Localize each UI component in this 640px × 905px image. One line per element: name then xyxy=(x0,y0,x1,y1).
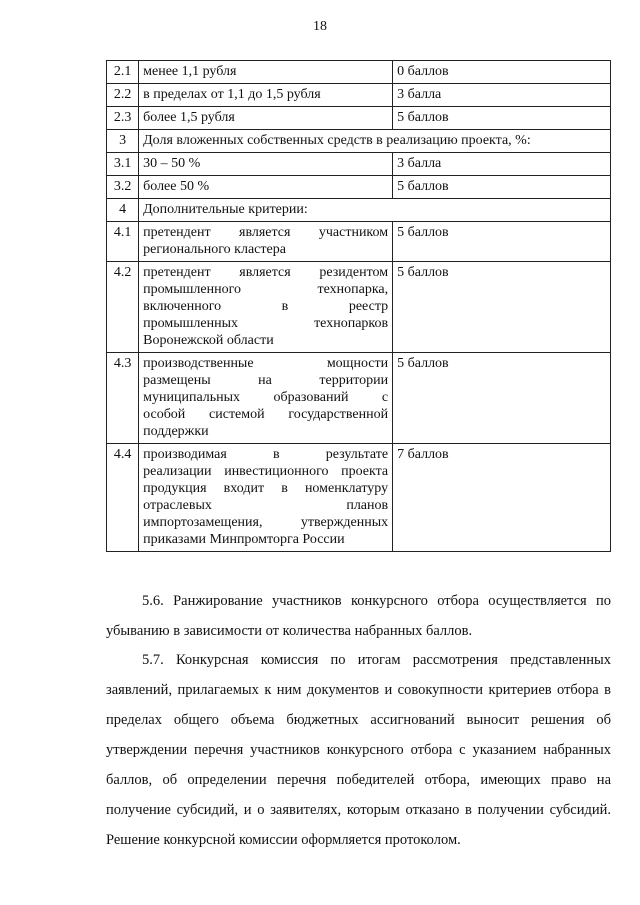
row-number: 4.3 xyxy=(107,353,139,444)
criterion-description-line: включенного в реестр xyxy=(143,299,389,314)
criterion-score: 7 баллов xyxy=(393,444,611,552)
criterion-description xyxy=(139,153,393,176)
criterion-score: 5 баллов xyxy=(393,176,611,199)
criterion-description-line: особой системой государственной xyxy=(143,407,389,422)
table-row xyxy=(107,130,611,153)
criterion-description xyxy=(139,176,393,199)
row-number: 4.1 xyxy=(107,222,139,262)
table-row xyxy=(107,353,611,444)
criterion-description-line: производственные мощности xyxy=(143,356,389,371)
row-number: 3.1 xyxy=(107,153,139,176)
criterion-description-line: менее 1,1 рубля xyxy=(143,64,237,79)
criterion-score: 0 баллов xyxy=(393,61,611,84)
table-row xyxy=(107,84,611,107)
table-row xyxy=(107,176,611,199)
criterion-description xyxy=(139,444,393,552)
table-row xyxy=(107,153,611,176)
criterion-description-line: реализации инвестиционного проекта xyxy=(143,464,389,479)
row-number: 3.2 xyxy=(107,176,139,199)
criterion-description xyxy=(139,84,393,107)
criterion-description-line: 30 – 50 % xyxy=(143,156,201,171)
criterion-description-line: Воронежской области xyxy=(143,333,274,348)
criterion-score: 5 баллов xyxy=(393,353,611,444)
criterion-description xyxy=(139,353,393,444)
criterion-description-line: промышленного технопарка, xyxy=(143,282,389,297)
criterion-description-line: более 50 % xyxy=(143,179,210,194)
row-number: 4.2 xyxy=(107,262,139,353)
criteria-table xyxy=(106,60,611,552)
criterion-description xyxy=(139,107,393,130)
section-heading: Дополнительные критерии: xyxy=(139,199,611,222)
criterion-description-line: поддержки xyxy=(143,424,209,439)
criterion-description-line: отраслевых планов xyxy=(143,498,389,513)
table-row xyxy=(107,444,611,552)
criterion-description-line: претендент является резидентом xyxy=(143,265,389,280)
row-number: 2.2 xyxy=(107,84,139,107)
criterion-description-line: муниципальных образований с xyxy=(143,390,389,405)
table-row xyxy=(107,222,611,262)
criteria-table-body xyxy=(107,61,611,552)
page-number: 18 xyxy=(313,19,327,34)
table-row xyxy=(107,61,611,84)
criterion-score: 3 балла xyxy=(393,84,611,107)
criterion-description-line: размещены на территории xyxy=(143,373,389,388)
criterion-score: 5 баллов xyxy=(393,262,611,353)
section-heading: Доля вложенных собственных средств в реализацию проекта, %: xyxy=(139,130,611,153)
criterion-description-line: продукция входит в номенклатуру xyxy=(143,481,389,496)
criterion-description-line: регионального кластера xyxy=(143,242,286,257)
row-number: 3 xyxy=(107,130,139,153)
criterion-description xyxy=(139,262,393,353)
criterion-description xyxy=(139,61,393,84)
criterion-description-line: в пределах от 1,1 до 1,5 рубля xyxy=(143,87,321,102)
paragraph-5-7-text: 5.7. Конкурсная комиссия по итогам рассмотрения представленных заявлений, прилагаемых к ним документов и совокупности критериев отбора в пределах общего объема бюджетных ассигнований выносит решения об утверждении перечня участников конкурсного отбора с указанием набранных баллов, об определении перечня победителей отбора, имеющих право на получение субсидий, и о заявителях, которым отказано в получении субсидий. Решение конкурсной комиссии оформляется протоколом. xyxy=(106,652,611,848)
criterion-description-line: импортозамещения, утвержденных xyxy=(143,515,389,530)
table-row xyxy=(107,199,611,222)
criterion-description-line: более 1,5 рубля xyxy=(143,110,235,125)
row-number: 4 xyxy=(107,199,139,222)
criterion-description-line: приказами Минпромторга России xyxy=(143,532,345,547)
criterion-score: 5 баллов xyxy=(393,222,611,262)
paragraph-5-7 xyxy=(106,645,611,855)
criterion-score: 5 баллов xyxy=(393,107,611,130)
table-row xyxy=(107,262,611,353)
table-row xyxy=(107,107,611,130)
paragraph-5-6 xyxy=(106,586,611,646)
row-number: 2.3 xyxy=(107,107,139,130)
row-number: 2.1 xyxy=(107,61,139,84)
row-number: 4.4 xyxy=(107,444,139,552)
criterion-description-line: промышленных технопарков xyxy=(143,316,389,331)
criterion-description xyxy=(139,222,393,262)
paragraph-5-6-text: 5.6. Ранжирование участников конкурсного отбора осуществляется по убыванию в зависимости от количества набранных баллов. xyxy=(106,593,611,639)
criterion-score: 3 балла xyxy=(393,153,611,176)
criterion-description-line: производимая в результате xyxy=(143,447,389,462)
criterion-description-line: претендент является участником xyxy=(143,225,389,240)
